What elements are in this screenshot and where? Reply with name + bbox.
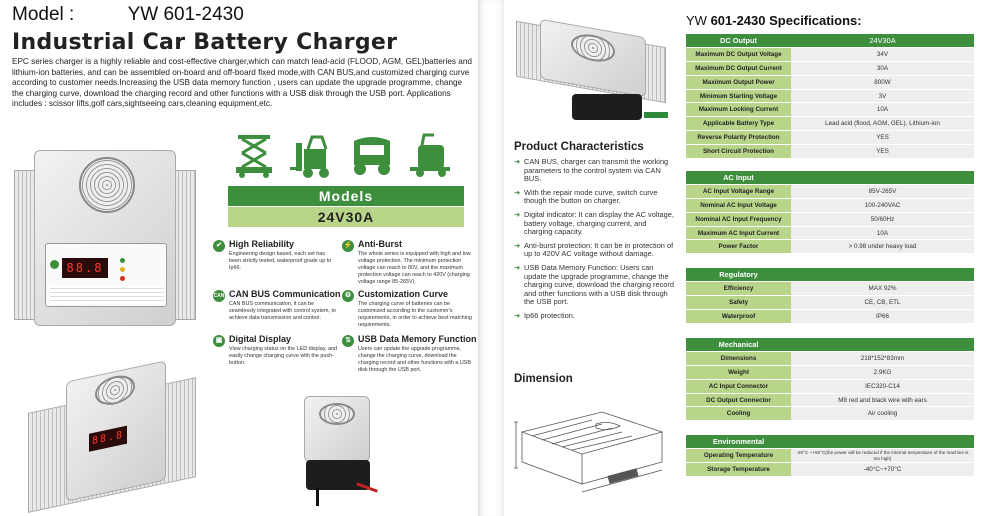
cleaning-machine-icon [404,131,456,179]
spec-key: DC Output Connector [686,393,791,407]
spec-key: Maximum Locking Current [686,103,791,117]
fan-grille-icon [79,157,135,213]
spec-value: -30°C ~+65°C(the power will be reduced if the internal temperature of the machine is too high) [791,449,974,463]
display-icon: ▣ [213,335,225,347]
model-value: 24V30A [228,207,464,227]
spec-value: 800W [791,75,974,89]
nameplate [50,286,164,304]
arrow-icon: ➜ [514,187,521,197]
spec-key: Weight [686,366,791,380]
fan-grille-icon [571,31,615,65]
control-panel [45,243,167,307]
list-item [514,211,674,237]
status-light-red [120,276,125,281]
spec-key: Minimum Starting Voltage [686,89,791,103]
spec-key: Maximum DC Output Voltage [686,48,791,62]
intro-paragraph: EPC series charger is a highly reliable and cost-effective charger,which can match lead-acid (FLOOD, AGM, GEL)batteries and lithium-ion batteries, and can be assembled on-board and off-board fixed mode,with CAN BUS,and customized charging curve according to customer needs.Increasing the USB data memory function , users can update the upgrade programme, change the charging curve, download the charging record and other functions with a USB disk through the USB port. Applications includes : scissor lifts,golf cars,sightseeing cars,cleaning equipment,etc. [12,57,472,109]
models-heading: Models [228,186,464,206]
table-header-key: DC Output [686,34,791,48]
table-row [686,407,974,421]
arrow-icon: ➜ [514,262,521,272]
arrow-icon: ➜ [514,310,521,320]
spec-key: Safety [686,296,791,310]
dimension-heading: Dimension [514,373,573,385]
page-title: Industrial Car Battery Charger [12,30,398,55]
spec-value: YES [791,144,974,158]
table-row [686,240,974,254]
status-light-green [120,258,125,263]
spec-key: Maximum Output Power [686,75,791,89]
list-item-text: With the repair mode curve, switch curve though the button on charger. [524,187,658,206]
gear-icon: ⚙ [342,290,354,302]
charger-connector-image [296,392,380,508]
table-header [686,268,974,282]
feature-title: Anti-Burst [358,239,402,249]
golf-car-icon [346,131,398,179]
list-item-text: Ip66 protection. [524,310,575,320]
spec-key: Storage Temperature [686,463,791,477]
feature-title: Digital Display [229,334,292,344]
feature-text: CAN BUS communication, it can be seamlessly integrated with control system, to achieve data transmission and control. [229,301,336,321]
table-header-value [791,268,974,282]
table-header [686,435,974,449]
green-connector [644,112,668,118]
select-button [50,260,59,269]
spec-key: Maximum AC Input Current [686,226,791,240]
spec-value: > 0.98 under heavy load [791,240,974,254]
table-row [686,89,974,103]
charger-top-image [516,24,686,132]
table-row [686,352,974,366]
charger-body-angle [66,360,166,501]
list-item-text: USB Data Memory Function: Users can update the upgrade programme, change the charging curve, download the charging record and other functions with a USB disk through the USB port. [524,262,674,307]
feature-title: Customization Curve [358,289,449,299]
spec-value: IP66 [791,309,974,323]
spec-title [686,13,862,28]
table-header-key: Environmental [686,435,791,449]
table-row [686,226,974,240]
charger-body [34,150,176,326]
charger-body-top [540,19,646,98]
spec-value: Lead acid (flood, AGM, GEL), Lithium-ion [791,117,974,131]
spec-value: 10A [791,226,974,240]
spec-key: Power Factor [686,240,791,254]
list-item-text: Anti-burst protection: It can be in protection of up to 420V AC voltage without damage. [524,240,674,259]
spec-value: YES [791,131,974,145]
spec-value: MAX 92% [791,282,974,296]
spec-value: 100-240VAC [791,199,974,213]
table-header [686,171,974,185]
arrow-icon: ➜ [514,209,521,219]
spec-key: AC Input Connector [686,379,791,393]
table-row [686,48,974,62]
table-header [686,34,974,48]
spec-key: AC Input Voltage Range [686,185,791,199]
table-row [686,131,974,145]
table-row [686,449,974,463]
fan-grille-icon [319,403,355,425]
charger-body-rear [304,396,370,462]
spec-key: Reverse Polarity Protection [686,131,791,145]
can-icon: CAN [213,290,225,302]
mechanical-table [686,338,974,421]
list-item-text: CAN BUS, charger can transmit the working parameters to the control system via CAN BUS. [524,157,669,184]
charger-front-image [10,130,200,330]
table-row [686,75,974,89]
spec-key: Waterproof [686,309,791,323]
status-light-yellow [120,267,125,272]
arrow-icon: ➜ [514,240,521,250]
regulatory-table [686,268,974,324]
spec-key: Cooling [686,407,791,421]
table-row [686,103,974,117]
shield-icon: ✔ [213,240,225,252]
fan-grille-icon [95,372,135,409]
page-gutter [478,0,504,516]
spec-value: 2.9KG [791,366,974,380]
table-header [686,338,974,352]
left-page [0,0,478,516]
usb-icon: ⇅ [342,335,354,347]
feature-title: High Reliability [229,239,295,249]
table-row [686,185,974,199]
environmental-table [686,435,974,477]
table-row [686,393,974,407]
list-item [514,158,674,184]
table-row [686,309,974,323]
spec-value: M8 red and black wire with ears [791,393,974,407]
spec-value: 218*152*83mm [791,352,974,366]
led-display: 88.8 [62,258,108,278]
spec-key: Operating Temperature [686,449,791,463]
right-page [504,0,981,516]
cable-bundle [572,94,642,120]
spec-title-model: 601-2430 [710,13,766,28]
led-display-small: 88.8 [89,426,127,452]
feature-text: The whole series is equipped with high and low voltage protection. The minimum protection voltage can reach to 80V, and the maximum protection voltage can reach to 420V (charging voltage range 85-265V). [358,251,471,285]
spec-key: Nominal AC Input Frequency [686,212,791,226]
table-row [686,379,974,393]
table-row [686,296,974,310]
table-row [686,199,974,213]
status-lights [120,258,160,282]
product-characteristics-heading: Product Characteristics [514,141,644,153]
spec-value: 34V [791,48,974,62]
table-header-value [791,338,974,352]
table-header-value [791,435,974,449]
forklift-icon [288,131,340,179]
spec-value: IEC320-C14 [791,379,974,393]
table-header-key: Regulatory [686,268,791,282]
model-number: YW 601-2430 [127,4,244,25]
feature-text: View charging status on the LED display, and easily change charging curve with the push-button. [229,346,337,366]
spec-title-prefix: YW [686,13,711,28]
dimension-drawing [512,392,672,504]
table-row [686,366,974,380]
model-line [12,4,244,26]
list-item [514,242,674,259]
list-item [514,264,674,307]
table-header-value: 24V30A [791,34,974,48]
spec-key: Short Circuit Protection [686,144,791,158]
spec-value: 50/60Hz [791,212,974,226]
spec-key: Nominal AC Input Voltage [686,199,791,213]
characteristics-list [514,158,674,326]
table-header-key: Mechanical [686,338,791,352]
list-item [514,189,674,206]
list-item-text: Digital indicator: It can display the AC voltage, battery voltage, charging current, and charging capacity. [524,209,674,237]
table-row [686,212,974,226]
spec-value: 3V [791,89,974,103]
spec-value: 10A [791,103,974,117]
scissor-lift-icon [228,131,280,179]
black-wire [316,488,319,506]
lightning-icon: ⚡ [342,240,354,252]
table-row [686,62,974,76]
arrow-icon: ➜ [514,157,521,166]
applications-icons [228,131,468,181]
spec-title-suffix: Specifications: [765,13,862,28]
feature-text: The charging curve of batteries can be customized according to the customer's requirements, in order to achieve best matching requirements. [358,301,472,328]
feature-text: Users can update the upgrade programme, change the charging curve, download the charging record and other functions with a USB disk through the USB port. [358,346,471,373]
charger-angle-image [28,355,196,505]
feature-title: USB Data Memory Function [358,334,477,344]
spec-value: 30A [791,62,974,76]
table-row [686,282,974,296]
spec-key: Efficiency [686,282,791,296]
table-row [686,117,974,131]
spec-key: Applicable Battery Type [686,117,791,131]
list-item [514,312,674,321]
table-header-value [791,171,974,185]
spec-value: 85V-265V [791,185,974,199]
table-header-key: AC Input [686,171,791,185]
spec-value: -40°C~+70°C [791,463,974,477]
feature-title: CAN BUS Communication [229,289,341,299]
spec-key: Dimensions [686,352,791,366]
feature-text: Engineering design based, each set has been strictly tested, waterproof grade up to Ip66. [229,251,332,271]
ac-input-table [686,171,974,254]
dc-output-table [686,34,974,159]
table-row [686,144,974,158]
model-label: Model : [12,4,75,25]
table-row [686,463,974,477]
spec-value: CE, CB, ETL [791,296,974,310]
spec-value: Air cooling [791,407,974,421]
spec-key: Maximum DC Output Current [686,62,791,76]
